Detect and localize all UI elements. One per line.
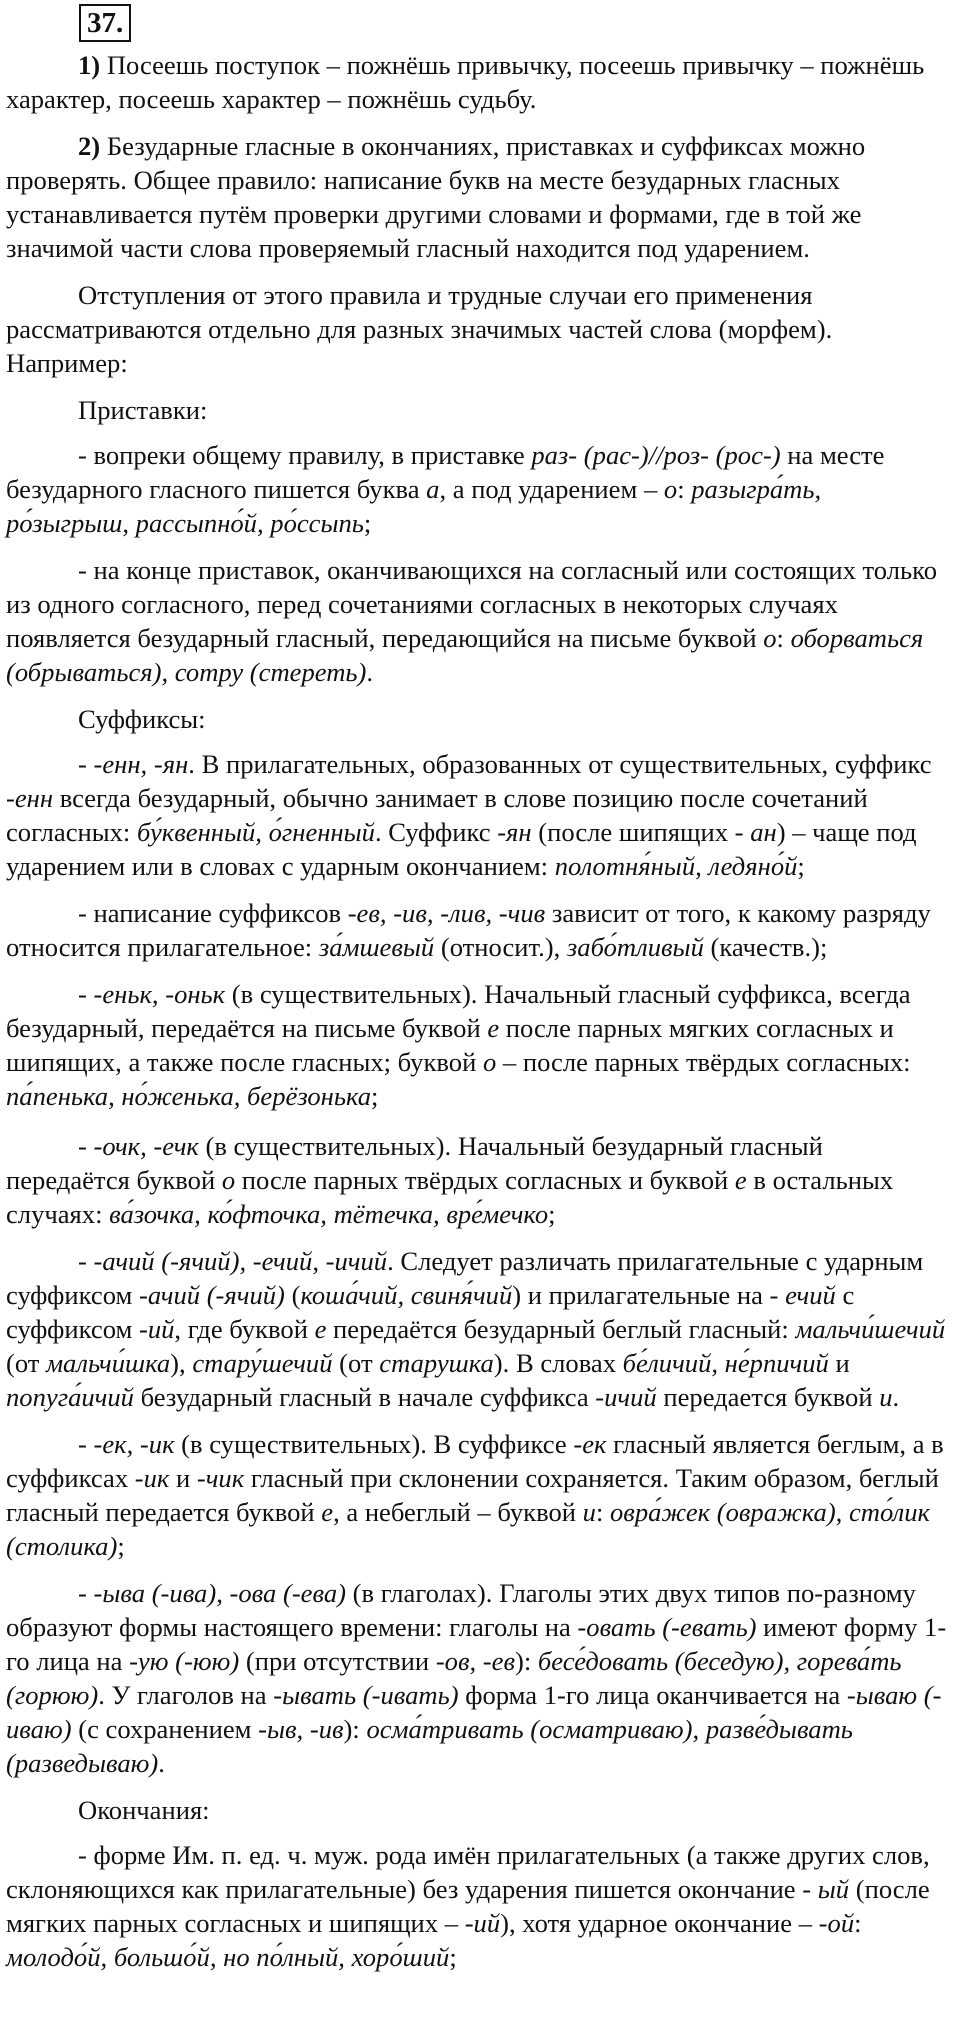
section-heading-suffixes: Суффиксы: [78, 704, 206, 734]
item-number: 1) [78, 50, 101, 80]
exercise-number: 37. [79, 4, 131, 42]
paragraph-exceptions: Отступления от этого правила и трудные случаи его применения рассматриваются отдельно для разных значимых частей слова (морфем). Например: [6, 280, 833, 378]
rule-adjective-endings: - форме Им. п. ед. ч. муж. рода имён прилагательных (а также других слов, склоняющихся как прилагательные) без ударения пишется окончание - ый (после мягких парных согласных и шипящих – -ий), хотя ударное окончание – -ой: молодо́й, большо́й, но по́лный, хоро́ший; [6, 1840, 930, 1972]
section-heading-prefixes: Приставки: [78, 395, 208, 425]
item-number: 2) [78, 131, 101, 161]
rule-suffix-enk-onk: - -еньк, -оньк (в существительных). Начальный гласный суффикса, всегда безударный, передаётся на письме буквой е после парных мягких согласных и шипящих, а также после гласных; буквой о – после парных твёрдых согласных: па́пенька, но́женька, берёзонька; [6, 979, 911, 1111]
paragraph-general-rule: 2) Безударные гласные в окончаниях, приставках и суффиксах можно проверять. Общее правило: написание букв на месте безударных гласных устанавливается путём проверки другими словами и формами, где в той же значимой части слова проверяемый гласный находится под ударением. [6, 131, 866, 263]
rule-suffix-enn-yan: - -енн, -ян. В прилагательных, образованных от существительных, суффикс -енн всегда безударный, обычно занимает в слове позицию после сочетаний согласных: бу́квенный, о́гненный. Суффикс -ян (после шипящих - ан) – чаще под ударением или в словах с ударным окончанием: полотня́ный, ледяно́й; [6, 749, 932, 881]
section-heading-endings: Окончания: [78, 1795, 210, 1825]
exercise-content [6, 48, 950, 1987]
rule-suffix-achiy-echiy: - -ачий (-ячий), -ечий, -ичий. Следует различать прилагательные с ударным суффиксом -ачий (-ячий) (коша́чий, свиня́чий) и прилагательные на - ечий с суффиксом -ий, где буквой е передаётся безударный беглый гласный: мальчи́шечий (от мальчи́шка), стару́шечий (от старушка). В словах бе́личий, не́рпичий и попуга́ичий безударный гласный в начале суффикса -ичий передается буквой и. [6, 1246, 946, 1412]
rule-prefix-raz-roz: - вопреки общему правилу, в приставке раз- (рас-)//роз- (рос-) на месте безударного гласного пишется буква а, а под ударением – о: разыгра́ть, ро́зыгрыш, рассыпно́й, ро́ссыпь; [6, 440, 885, 538]
rule-suffix-ochk-echk: - -очк, -ечк (в существительных). Начальный безударный гласный передаётся буквой о после парных твёрдых согласных и буквой е в остальных случаях: ва́зочка, ко́фточка, тётечка, вре́мечко; [6, 1131, 894, 1229]
rule-suffix-ev-iv: - написание суффиксов -ев, -ив, -лив, -чив зависит от того, к какому разряду относится прилагательное: за́мшевый (относит.), забо́тливый (качеств.); [6, 898, 931, 962]
paragraph-proverb: 1) Посеешь поступок – пожнёшь привычку, посеешь привычку – пожнёшь характер, посеешь характер – пожнёшь судьбу. [6, 50, 925, 114]
rule-suffix-yva-ova: - -ыва (-ива), -ова (-ева) (в глаголах). Глаголы этих двух типов по-разному образуют формы настоящего времени: глаголы на -овать (-евать) имеют форму 1-го лица на -ую (-юю) (при отсутствии -ов, -ев): бесе́довать (беседую), горева́ть (горюю). У глаголов на -ывать (-ивать) форма 1-го лица оканчивается на -ываю (-иваю) (с сохранением -ыв, -ив): осма́тривать (осматриваю), разве́дывать (разведываю). [6, 1578, 947, 1778]
rule-suffix-ek-ik: - -ек, -ик (в существительных). В суффиксе -ек гласный является беглым, а в суффиксах -ик и -чик гласный при склонении сохраняется. Таким образом, беглый гласный передается буквой е, а небеглый – буквой и: овра́жек (овражка), сто́лик (столика); [6, 1429, 944, 1561]
rule-prefix-fluent-vowel: - на конце приставок, оканчивающихся на согласный или состоящих только из одного согласного, перед сочетаниями согласных в некоторых случаях появляется безударный гласный, передающийся на письме буквой о: оборваться (обрываться), сотру (стереть). [6, 555, 938, 687]
